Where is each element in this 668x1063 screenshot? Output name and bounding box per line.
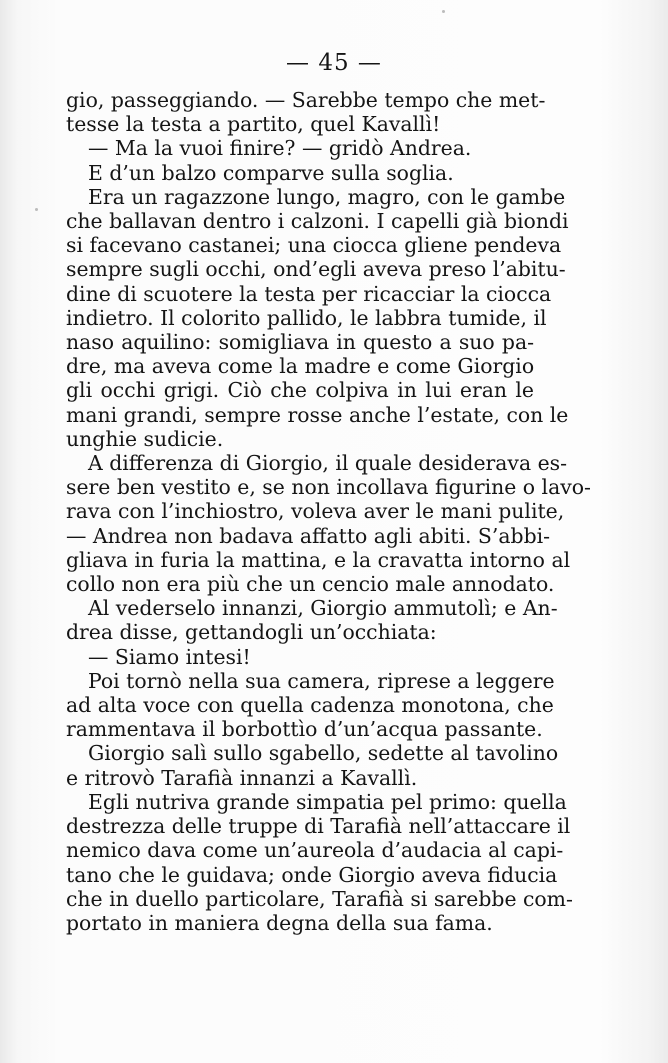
- text-line: sere ben vestito e, se non incollava figurine o lavo-: [66, 475, 591, 500]
- text-line: indietro. Il colorito pallido, le labbra tumide, il: [66, 305, 547, 330]
- text-line: rava con l’inchiostro, voleva aver le mani pulite,: [66, 499, 565, 524]
- text-line: dine di scuotere la testa per ricacciar la ciocca: [66, 281, 552, 306]
- text-line: destrezza delle truppe di Tarafià nell’attaccare il: [66, 814, 571, 839]
- body-text: [66, 88, 591, 935]
- paper-speck: [35, 208, 38, 211]
- text-line: unghie sudicie.: [66, 426, 224, 451]
- text-line: tano che le guidava; onde Giorgio aveva fiducia: [66, 862, 558, 887]
- text-line: gliava in furia la mattina, e la cravatta intorno al: [66, 547, 571, 572]
- text-line: naso aquilino: somigliava in questo a suo pa-: [66, 330, 534, 355]
- text-line: nemico dava come un’aureola d’audacia al capi-: [66, 838, 564, 863]
- text-line: tesse la testa a partito, quel Kavallì!: [66, 112, 441, 137]
- paper-speck: [442, 10, 445, 13]
- page-number: — 45 —: [286, 50, 382, 76]
- text-line: Egli nutriva grande simpatia pel primo: quella: [88, 789, 567, 814]
- text-line: portato in maniera degna della sua fama.: [66, 910, 493, 935]
- text-line: — Andrea non badava affatto agli abiti. S’abbi-: [66, 523, 551, 548]
- text-line: gli occhi grigi. Ciò che colpiva in lui eran le: [66, 378, 534, 403]
- text-line: gio, passeggiando. — Sarebbe tempo che met-: [66, 88, 546, 112]
- text-line: — Siamo intesi!: [88, 644, 251, 669]
- text-line: mani grandi, sempre rosse anche l’estate, con le: [66, 402, 569, 427]
- text-line: sempre sugli occhi, ond’egli aveva preso l’abitu-: [66, 257, 566, 282]
- text-line: collo non era più che un cencio male annodato.: [66, 572, 555, 597]
- text-line: rammentava il borbottìo d’un’acqua passante.: [66, 717, 543, 742]
- text-line: Poi tornò nella sua camera, riprese a leggere: [88, 668, 555, 693]
- text-line: si facevano castanei; una ciocca gliene pendeva: [66, 233, 562, 258]
- text-line: A differenza di Giorgio, il quale desiderava es-: [88, 451, 568, 476]
- text-line: che in duello particolare, Tarafià si sarebbe com-: [66, 886, 573, 911]
- text-line: ad alta voce con quella cadenza monotona, che: [66, 693, 554, 718]
- text-line: E d’un balzo comparve sulla soglia.: [88, 160, 454, 185]
- text-line: che ballavan dentro i calzoni. I capelli già biondi: [66, 209, 569, 234]
- text-line: — Ma la vuoi finire? — gridò Andrea.: [88, 136, 472, 161]
- text-line: drea disse, gettandogli un’occhiata:: [66, 620, 437, 645]
- text-line: e ritrovò Tarafià innanzi a Kavallì.: [66, 765, 418, 790]
- text-line: Al vederselo innanzi, Giorgio ammutolì; e An-: [88, 596, 558, 621]
- text-line: Giorgio salì sullo sgabello, sedette al tavolino: [88, 741, 559, 766]
- text-line: dre, ma aveva come la madre e come Giorgio: [66, 354, 535, 379]
- text-line: Era un ragazzone lungo, magro, con le gambe: [88, 184, 566, 209]
